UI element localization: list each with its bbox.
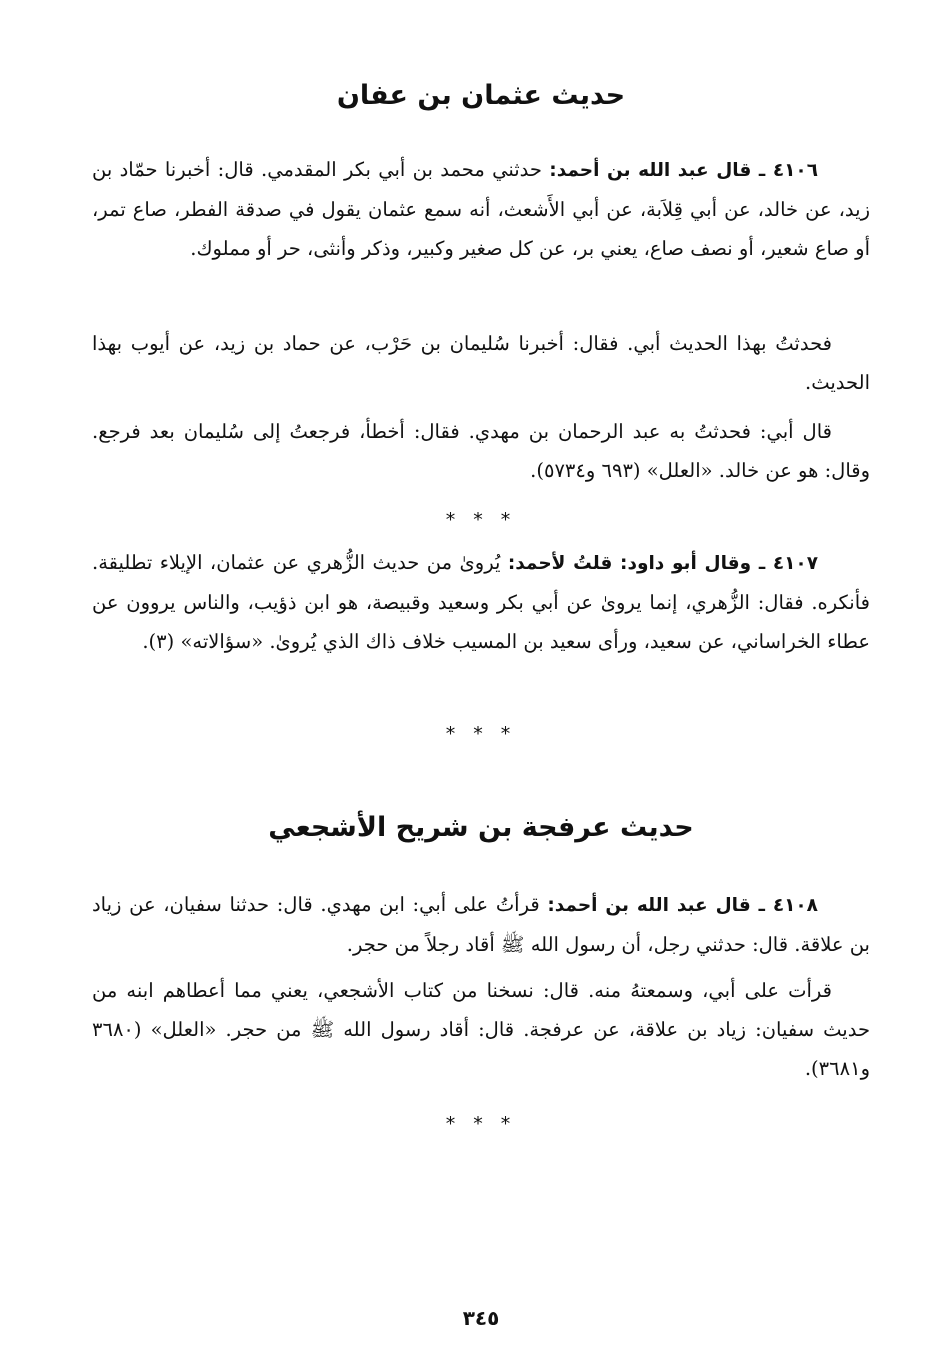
entry-4107: [92, 543, 870, 661]
entry-4106-note-2: قال أبي: فحدثتُ به عبد الرحمان بن مهدي. فقال: أخطأ، فرجعتُ إلى سُليمان بعد فرجع. وقال: هو عن خالد. «العلل» (٦٩٣ و٥٧٣٤).: [92, 420, 870, 482]
entry-4106-lead: ٤١٠٦ ـ قال عبد الله بن أحمد:: [549, 160, 818, 181]
entry-4108-text: قرأتُ على أبي: ابن مهدي. قال: حدثنا سفيان، عن زياد بن علاقة. قال: حدثني رجل، أن رسول الله ﷺ أقاد رجلاً من حجر.: [92, 893, 870, 956]
entry-4107-lead: ٤١٠٧ ـ وقال أبو داود: قلتُ لأحمد:: [507, 553, 818, 574]
section-title-arfaja: حديث عرفجة بن شريح الأشجعي: [268, 812, 694, 843]
book-page: [92, 0, 870, 1361]
entry-4108-note: قرأت على أبي، وسمعتهُ منه. قال: نسخنا من كتاب الأشجعي، يعني مما أعطاهم ابنه من حديث سفيان: زياد بن علاقة، عن عرفجة. قال: أقاد رسول الله ﷺ من حجر. «العلل» (٣٦٨٠ و٣٦٨١).: [92, 979, 870, 1080]
separator-1: * * *: [445, 509, 517, 531]
entry-4108-lead: ٤١٠٨ ـ قال عبد الله بن أحمد:: [547, 895, 818, 916]
entry-4107-text: يُروىٰ من حديث الزُّهري عن عثمان، الإيلاء تطليقة. فأنكره. فقال: الزُّهري، إنما يروىٰ عن أبي بكر وسعيد وقبيصة، هو ابن ذؤيب، والناس يروون عن عطاء الخراساني، عن سعيد، ورأى سعيد بن المسيب خلاف ذاك الذي يُروىٰ. «سؤالاته» (٣).: [92, 551, 870, 653]
separator-2: * * *: [445, 723, 517, 745]
entry-4108: [92, 885, 870, 964]
separator-3: * * *: [445, 1113, 517, 1135]
entry-4106: [92, 150, 870, 268]
entry-4106-note-1: فحدثتُ بهذا الحديث أبي. فقال: أخبرنا سُليمان بن حَرْب، عن حماد بن زيد، عن أيوب بهذا الحديث.: [92, 332, 870, 394]
page-number: ٣٤٥: [462, 1306, 500, 1330]
section-title-uthman: حديث عثمان بن عفان: [336, 80, 626, 111]
entry-4106-text: حدثني محمد بن أبي بكر المقدمي. قال: أخبرنا حمّاد بن زيد، عن خالد، عن أبي قِلاَبة، عن أبي الأَشعث، أنه سمع عثمان يقول في صدقة الفطر، صاع تمر، أو صاع شعير، أو نصف صاع، يعني بر، عن كل صغير وكبير، وذكر وأنثى، حر أو مملوك.: [92, 158, 870, 260]
